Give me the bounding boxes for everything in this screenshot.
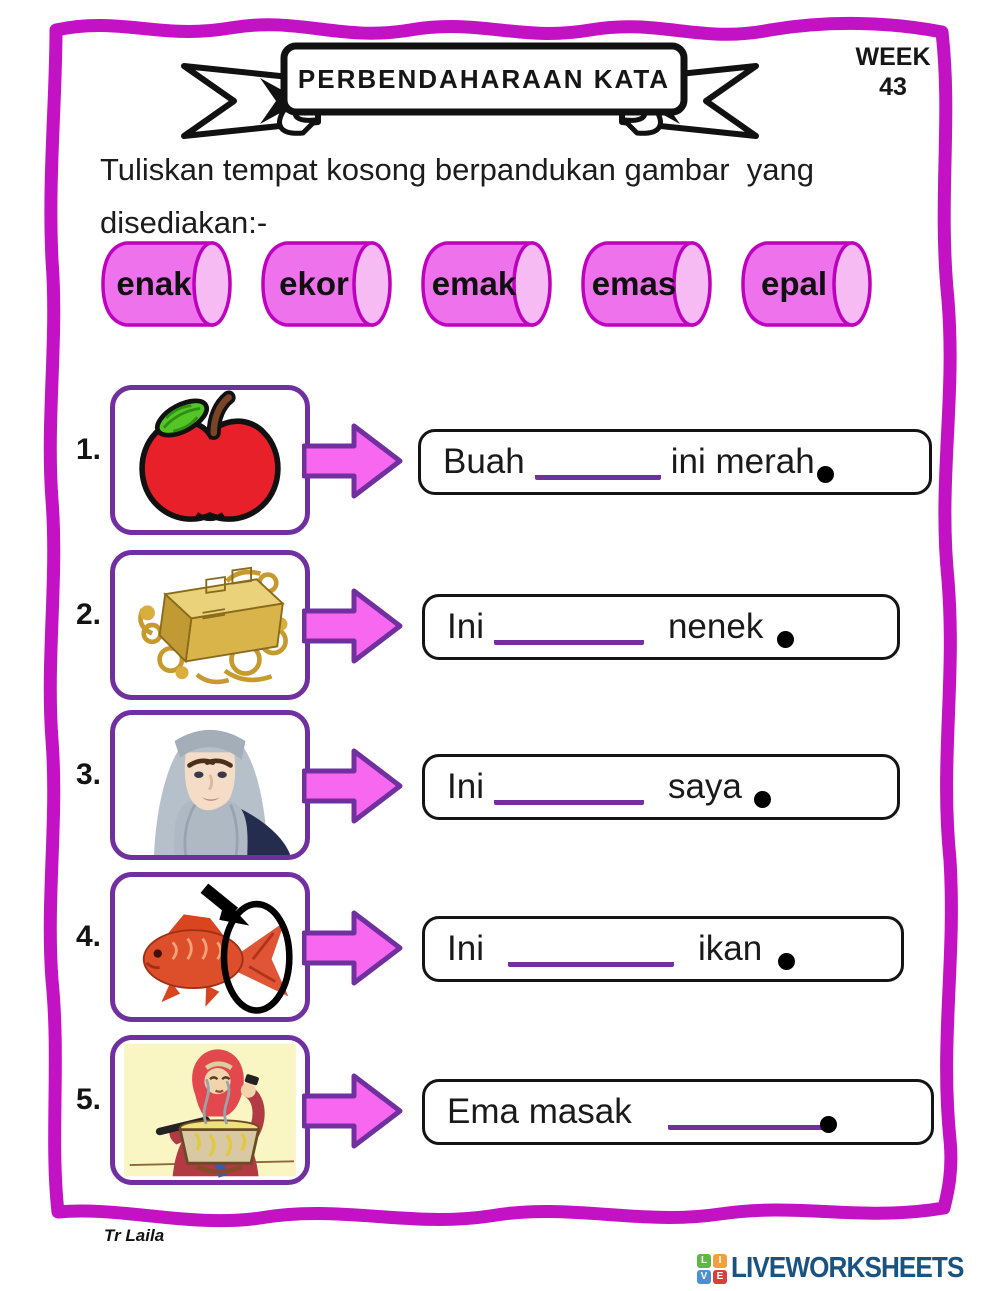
arrow-right-icon [302, 583, 404, 669]
sentence-after: saya [667, 767, 742, 806]
answer-blank[interactable] [668, 1095, 824, 1130]
logo-tile: E [713, 1270, 727, 1284]
word-pill-enak [100, 240, 234, 328]
answer-blank[interactable] [494, 610, 644, 645]
sentence-before: Ini [447, 929, 484, 968]
hijab-woman-image [110, 710, 310, 860]
word-label: emas [591, 265, 677, 302]
page-title: PERBENDAHARAAN KATA [297, 63, 671, 94]
logo-tile: I [713, 1254, 727, 1268]
apple-image [110, 385, 310, 535]
logo-tile: V [697, 1270, 711, 1284]
arrow-right-icon [302, 905, 404, 991]
question-row-4 [0, 872, 1000, 1024]
question-number: 2. [76, 598, 102, 631]
word-pill-ekor [260, 240, 394, 328]
liveworksheets-tiles-icon [697, 1254, 727, 1284]
period-dot [777, 631, 794, 648]
goldfish-image [110, 872, 310, 1022]
sentence-before: Ini [447, 607, 484, 646]
question-number: 5. [76, 1083, 102, 1116]
answer-blank[interactable] [508, 932, 674, 967]
question-row-2 [0, 550, 1000, 702]
question-row-3 [0, 710, 1000, 862]
sentence-after: ikan [697, 929, 763, 968]
liveworksheets-logo[interactable] [697, 1252, 989, 1285]
question-number: 3. [76, 758, 102, 791]
week-label: WEEK [855, 43, 931, 71]
arrow-right-icon [302, 743, 404, 829]
question-number: 4. [76, 920, 102, 953]
sentence-box [422, 916, 904, 982]
period-dot [754, 791, 771, 808]
week-number: 43 [879, 73, 907, 101]
sentence-box [422, 1079, 934, 1145]
word-label: ekor [279, 265, 349, 302]
answer-blank[interactable] [535, 445, 661, 480]
sentence-after: nenek [667, 607, 764, 646]
week-badge [848, 42, 938, 102]
instruction-line-2: disediakan:- [100, 205, 268, 240]
period-dot [817, 466, 834, 483]
logo-tile: L [697, 1254, 711, 1268]
gold-image [110, 550, 310, 700]
word-bank [100, 240, 874, 328]
question-row-5 [0, 1035, 1000, 1187]
sentence-box [418, 429, 932, 495]
arrow-right-icon [302, 1068, 404, 1154]
title-banner [178, 40, 762, 140]
sentence-after: ini merah [670, 442, 815, 481]
period-dot [820, 1116, 837, 1133]
liveworksheets-wordmark: LIVEWORKSHEETS [731, 1252, 964, 1284]
teacher-name: Tr Laila [104, 1226, 165, 1245]
answer-blank[interactable] [494, 770, 644, 805]
cooking-image [110, 1035, 310, 1185]
sentence-before: Ema masak [447, 1092, 632, 1131]
word-pill-epal [740, 240, 874, 328]
word-pill-emak [420, 240, 554, 328]
question-number: 1. [76, 433, 102, 466]
sentence-before: Buah [443, 442, 525, 481]
word-label: enak [116, 265, 192, 302]
word-label: epal [760, 265, 828, 302]
sentence-box [422, 594, 900, 660]
sentence-box [422, 754, 900, 820]
question-row-1 [0, 385, 1000, 537]
arrow-right-icon [302, 418, 404, 504]
word-label: emak [431, 265, 517, 302]
instruction-line-1: Tuliskan tempat kosong berpandukan gambar yang [100, 152, 815, 187]
word-pill-emas [580, 240, 714, 328]
sentence-before: Ini [447, 767, 484, 806]
period-dot [778, 953, 795, 970]
